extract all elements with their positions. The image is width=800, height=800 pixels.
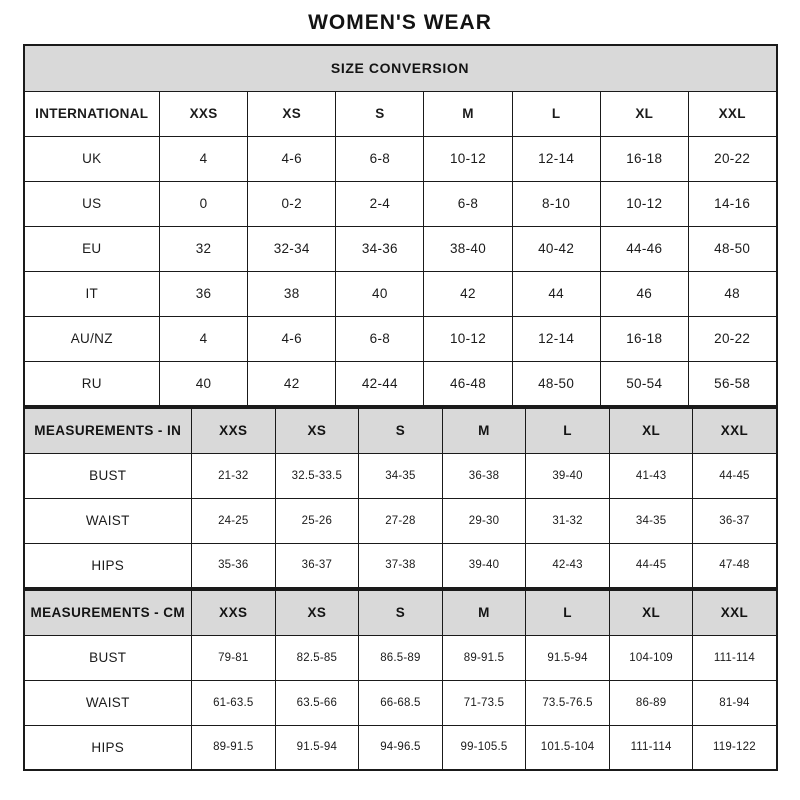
table-row [24,498,777,543]
value-cell: 4 [160,316,248,361]
measurements-in-header-row [24,408,777,453]
row-label-cell: IT [24,271,160,316]
value-cell: 66-68.5 [359,680,443,725]
value-cell: 94-96.5 [359,725,443,770]
row-label-cell: RU [24,361,160,406]
measurements-cm-header-row [24,590,777,635]
size-header-cell: XXS [192,590,276,635]
size-header-cell: L [526,408,610,453]
value-cell: 81-94 [693,680,777,725]
table-row [24,725,777,770]
table-row [24,361,777,406]
measurements-title: MEASUREMENTS - CM [24,590,192,635]
measurements-cm-table [23,589,778,771]
column-header-cell: L [512,91,600,136]
size-conversion-title: SIZE CONVERSION [24,45,777,91]
value-cell: 32.5-33.5 [275,453,359,498]
row-label-cell: US [24,181,160,226]
value-cell: 48-50 [688,226,776,271]
value-cell: 89-91.5 [192,725,276,770]
value-cell: 12-14 [512,316,600,361]
value-cell: 111-114 [609,725,693,770]
value-cell: 10-12 [600,181,688,226]
value-cell: 14-16 [688,181,776,226]
value-cell: 86.5-89 [359,635,443,680]
value-cell: 36-37 [275,543,359,588]
table-row [24,543,777,588]
value-cell: 27-28 [359,498,443,543]
value-cell: 61-63.5 [192,680,276,725]
value-cell: 37-38 [359,543,443,588]
value-cell: 42-44 [336,361,424,406]
value-cell: 32 [160,226,248,271]
row-label-cell: UK [24,136,160,181]
table-row [24,680,777,725]
value-cell: 34-35 [609,498,693,543]
row-label-cell: BUST [24,635,192,680]
value-cell: 10-12 [424,316,512,361]
table-row [24,635,777,680]
value-cell: 24-25 [192,498,276,543]
measurements-title: MEASUREMENTS - IN [24,408,192,453]
value-cell: 63.5-66 [275,680,359,725]
value-cell: 12-14 [512,136,600,181]
value-cell: 46 [600,271,688,316]
value-cell: 46-48 [424,361,512,406]
value-cell: 40-42 [512,226,600,271]
size-header-cell: XL [609,590,693,635]
value-cell: 56-58 [688,361,776,406]
row-label-cell: BUST [24,453,192,498]
value-cell: 71-73.5 [442,680,526,725]
table-row [24,316,777,361]
value-cell: 111-114 [693,635,777,680]
value-cell: 47-48 [693,543,777,588]
value-cell: 86-89 [609,680,693,725]
value-cell: 38-40 [424,226,512,271]
value-cell: 101.5-104 [526,725,610,770]
size-header-cell: XS [275,590,359,635]
value-cell: 6-8 [336,316,424,361]
value-cell: 104-109 [609,635,693,680]
size-conversion-header-row [24,91,777,136]
row-label-cell: HIPS [24,725,192,770]
value-cell: 20-22 [688,136,776,181]
value-cell: 32-34 [248,226,336,271]
value-cell: 0 [160,181,248,226]
column-header-cell: XXL [688,91,776,136]
column-header-cell: XXS [160,91,248,136]
value-cell: 48 [688,271,776,316]
value-cell: 73.5-76.5 [526,680,610,725]
value-cell: 0-2 [248,181,336,226]
value-cell: 8-10 [512,181,600,226]
value-cell: 79-81 [192,635,276,680]
size-header-cell: XXS [192,408,276,453]
value-cell: 44 [512,271,600,316]
value-cell: 2-4 [336,181,424,226]
table-row [24,271,777,316]
table-row [24,226,777,271]
size-header-cell: XS [275,408,359,453]
value-cell: 36-37 [693,498,777,543]
value-cell: 50-54 [600,361,688,406]
size-header-cell: M [442,590,526,635]
column-header-cell: M [424,91,512,136]
value-cell: 4 [160,136,248,181]
value-cell: 91.5-94 [275,725,359,770]
value-cell: 4-6 [248,316,336,361]
size-header-cell: L [526,590,610,635]
table-row [24,453,777,498]
column-header-cell: S [336,91,424,136]
row-label-cell: WAIST [24,498,192,543]
value-cell: 42 [248,361,336,406]
value-cell: 25-26 [275,498,359,543]
value-cell: 4-6 [248,136,336,181]
table-row [24,136,777,181]
row-label-cell: WAIST [24,680,192,725]
row-label-cell: HIPS [24,543,192,588]
value-cell: 40 [160,361,248,406]
row-label-cell: EU [24,226,160,271]
value-cell: 38 [248,271,336,316]
value-cell: 42 [424,271,512,316]
value-cell: 99-105.5 [442,725,526,770]
value-cell: 16-18 [600,316,688,361]
column-header-cell: XL [600,91,688,136]
value-cell: 40 [336,271,424,316]
value-cell: 36 [160,271,248,316]
value-cell: 16-18 [600,136,688,181]
value-cell: 20-22 [688,316,776,361]
value-cell: 36-38 [442,453,526,498]
table-row [24,181,777,226]
value-cell: 44-45 [693,453,777,498]
value-cell: 34-35 [359,453,443,498]
value-cell: 35-36 [192,543,276,588]
size-header-cell: XL [609,408,693,453]
value-cell: 119-122 [693,725,777,770]
value-cell: 42-43 [526,543,610,588]
value-cell: 44-46 [600,226,688,271]
size-header-cell: M [442,408,526,453]
value-cell: 89-91.5 [442,635,526,680]
value-cell: 6-8 [336,136,424,181]
row-label-cell: AU/NZ [24,316,160,361]
value-cell: 91.5-94 [526,635,610,680]
value-cell: 6-8 [424,181,512,226]
size-conversion-banner-row [24,45,777,91]
page-title: WOMEN'S WEAR [308,11,492,34]
value-cell: 39-40 [526,453,610,498]
size-header-cell: XXL [693,590,777,635]
value-cell: 44-45 [609,543,693,588]
size-header-cell: XXL [693,408,777,453]
value-cell: 29-30 [442,498,526,543]
size-header-cell: S [359,590,443,635]
value-cell: 21-32 [192,453,276,498]
value-cell: 34-36 [336,226,424,271]
column-header-cell: INTERNATIONAL [24,91,160,136]
value-cell: 31-32 [526,498,610,543]
measurements-in-table [23,407,778,589]
value-cell: 41-43 [609,453,693,498]
value-cell: 82.5-85 [275,635,359,680]
value-cell: 48-50 [512,361,600,406]
value-cell: 10-12 [424,136,512,181]
column-header-cell: XS [248,91,336,136]
size-conversion-table [23,44,778,407]
size-header-cell: S [359,408,443,453]
value-cell: 39-40 [442,543,526,588]
